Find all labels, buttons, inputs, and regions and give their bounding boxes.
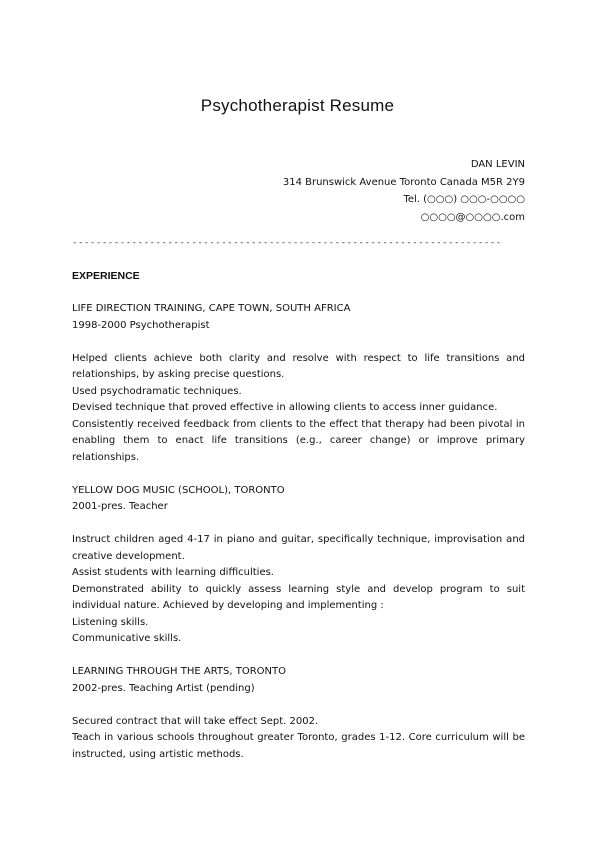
job-duty: Listening skills. bbox=[72, 616, 149, 628]
job-duty: Secured contract that will take effect Sept. 2002. bbox=[72, 715, 319, 727]
job-duty: Consistently received feedback from clients to the effect that therapy had been pivotal in enabling them to enact life transitions (e.g., career change) or improve primary relationships. bbox=[72, 418, 525, 463]
job-period-role: 1998-2000 Psychotherapist bbox=[72, 319, 210, 331]
job-duty: Helped clients achieve both clarity and resolve with respect to life transitions and relationships, by asking precise questions. bbox=[72, 352, 525, 380]
job-duty: Instruct children aged 4-17 in piano and guitar, specifically technique, improvisation and creative development. bbox=[72, 534, 525, 562]
job-duty: Teach in various schools throughout greater Toronto, grades 1-12. Core curriculum will be instructed, using artistic methods. bbox=[72, 732, 525, 760]
job-duty: Demonstrated ability to quickly assess learning style and develop program to suit individual nature. Achieved by developing and implementing : bbox=[72, 583, 525, 611]
job-period-role: 2002-pres. Teaching Artist (pending) bbox=[72, 682, 255, 694]
job-duty: Assist students with learning difficulties. bbox=[72, 567, 274, 578]
job-employer: LIFE DIRECTION TRAINING, CAPE TOWN, SOUTH AFRICA bbox=[72, 303, 351, 314]
contact-email: ○○○○@○○○○.com bbox=[420, 211, 525, 223]
job-employer: YELLOW DOG MUSIC (SCHOOL), TORONTO bbox=[72, 484, 285, 496]
resume-body bbox=[72, 268, 525, 763]
job-period-role: 2001-pres. Teacher bbox=[72, 501, 168, 512]
job-employer: LEARNING THROUGH THE ARTS, TORONTO bbox=[72, 666, 286, 677]
contact-block bbox=[283, 156, 525, 226]
contact-phone: Tel. (○○○) ○○○-○○○○ bbox=[403, 194, 525, 205]
page-title: Psychotherapist Resume bbox=[200, 96, 395, 115]
section-heading-experience: EXPERIENCE bbox=[72, 270, 140, 282]
job-duty: Devised technique that proved effective in allowing clients to access inner guidance. bbox=[72, 402, 498, 413]
contact-name: DAN LEVIN bbox=[470, 159, 525, 170]
contact-address: 314 Brunswick Avenue Toronto Canada M5R 2Y9 bbox=[282, 176, 525, 188]
job-duty: Communicative skills. bbox=[72, 633, 182, 644]
job-duty: Used psychodramatic techniques. bbox=[72, 385, 242, 397]
dashed-divider: ------------------------------------------------------------------------ bbox=[72, 238, 502, 248]
